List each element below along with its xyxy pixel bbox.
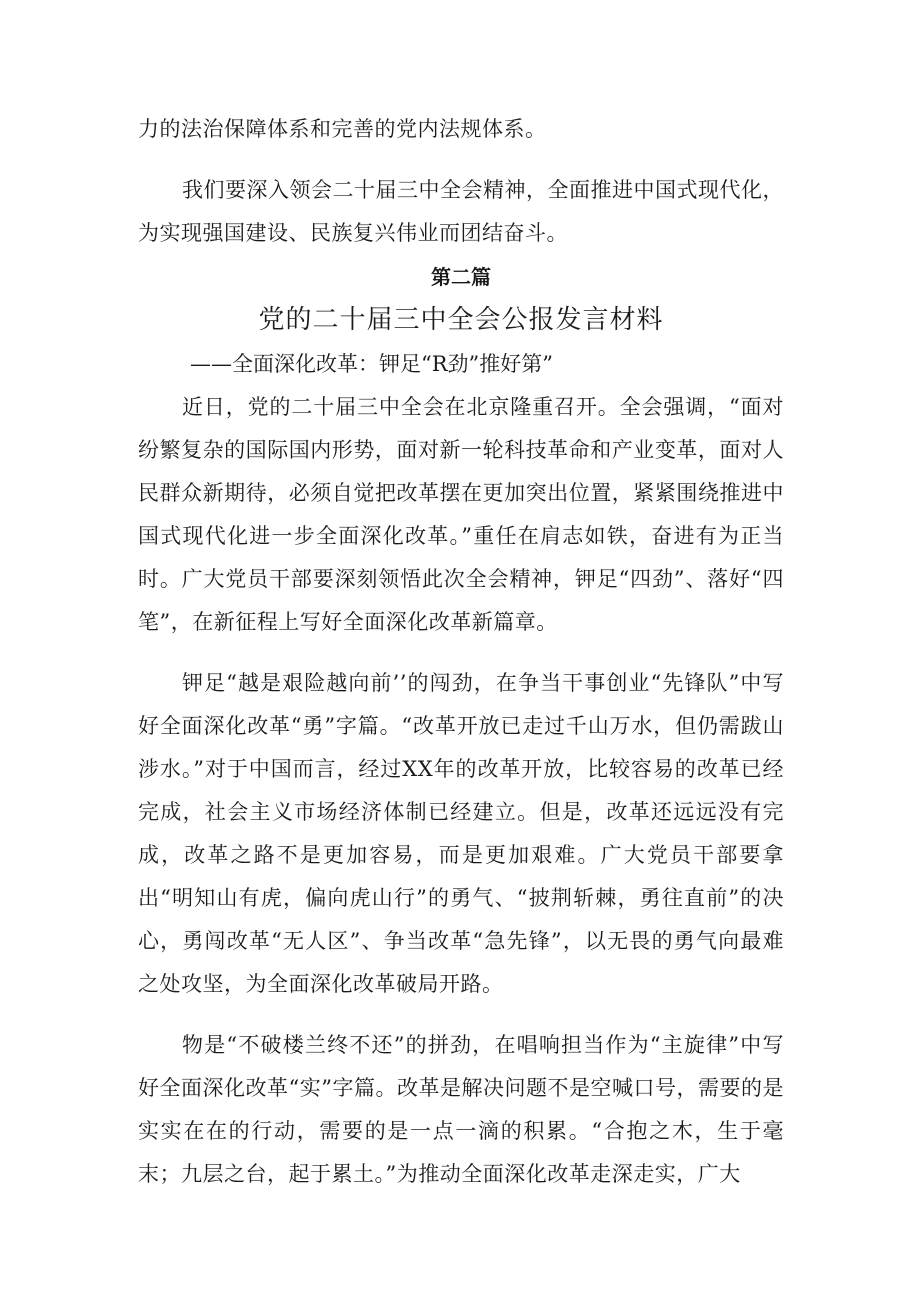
paragraph-gap <box>138 1006 784 1024</box>
document-title: 党的二十届三中全会公报发言材料 <box>258 305 664 335</box>
body-paragraph-1: 近日，党的二十届三中全会在北京隆重召开。全会强调，“面对纷繁复杂的国际国内形势，面对新一轮科技革命和产业变革，面对人民群众新期待，必须自觉把改革摆在更加突出位置，紧紧围绕推进中国式现代化进一步全面深化改革。”重任在肩志如铁，奋进有为正当时。广大党员干部要深刻领悟此次全会精神，钾足“四劲”、落好“四笔”，在新征程上写好全面深化改革新篇章。 <box>138 395 784 634</box>
body-paragraph-2: 钾足“越是艰险越向前’’的闯劲，在争当干事创业“先锋队”中写好全面深化改革“勇”字篇。“改革开放已走过千山万水，但仍需跋山涉水。”对于中国而言，经过XX年的改革开放，比较容易的改革已经完成，社会主义市场经济体制已经建立。但是，改革还远远没有完成，改革之路不是更加容易，而是更加艰难。广大党员干部要拿出“明知山有虎，偏向虎山行”的勇气、“披荆斩棘，勇往直前”的决心，勇闯改革“无人区”、争当改革“急先锋”，以无畏的勇气向最难之处攻坚，为全面深化改革破局开路。 <box>138 671 784 996</box>
paragraph-gap <box>138 644 784 662</box>
document-body <box>138 108 784 1196</box>
document-subtitle: ——全面深化改革：钾足“R劲”推好第” <box>190 352 554 376</box>
intro-paragraph-1: 力的法治保障体系和完善的党内法规体系。 <box>138 117 547 141</box>
section-label: 第二篇 <box>431 265 491 289</box>
intro-paragraph-2: 我们要深入领会二十届三中全会精神，全面推进中国式现代化，为实现强国建设、民族复兴伟业而团结奋斗。 <box>138 178 784 245</box>
body-paragraph-3: 物是“不破楼兰终不还”的拼劲，在唱响担当作为“主旋律”中写好全面深化改革“实”字篇。改革是解决问题不是空喊口号，需要的是实实在在的行动，需要的是一点一滴的积累。“合抱之木，生于毫末；九层之台，起于累土。”为推动全面深化改革走深走实，广大 <box>138 1033 784 1186</box>
paragraph-gap <box>138 151 784 169</box>
